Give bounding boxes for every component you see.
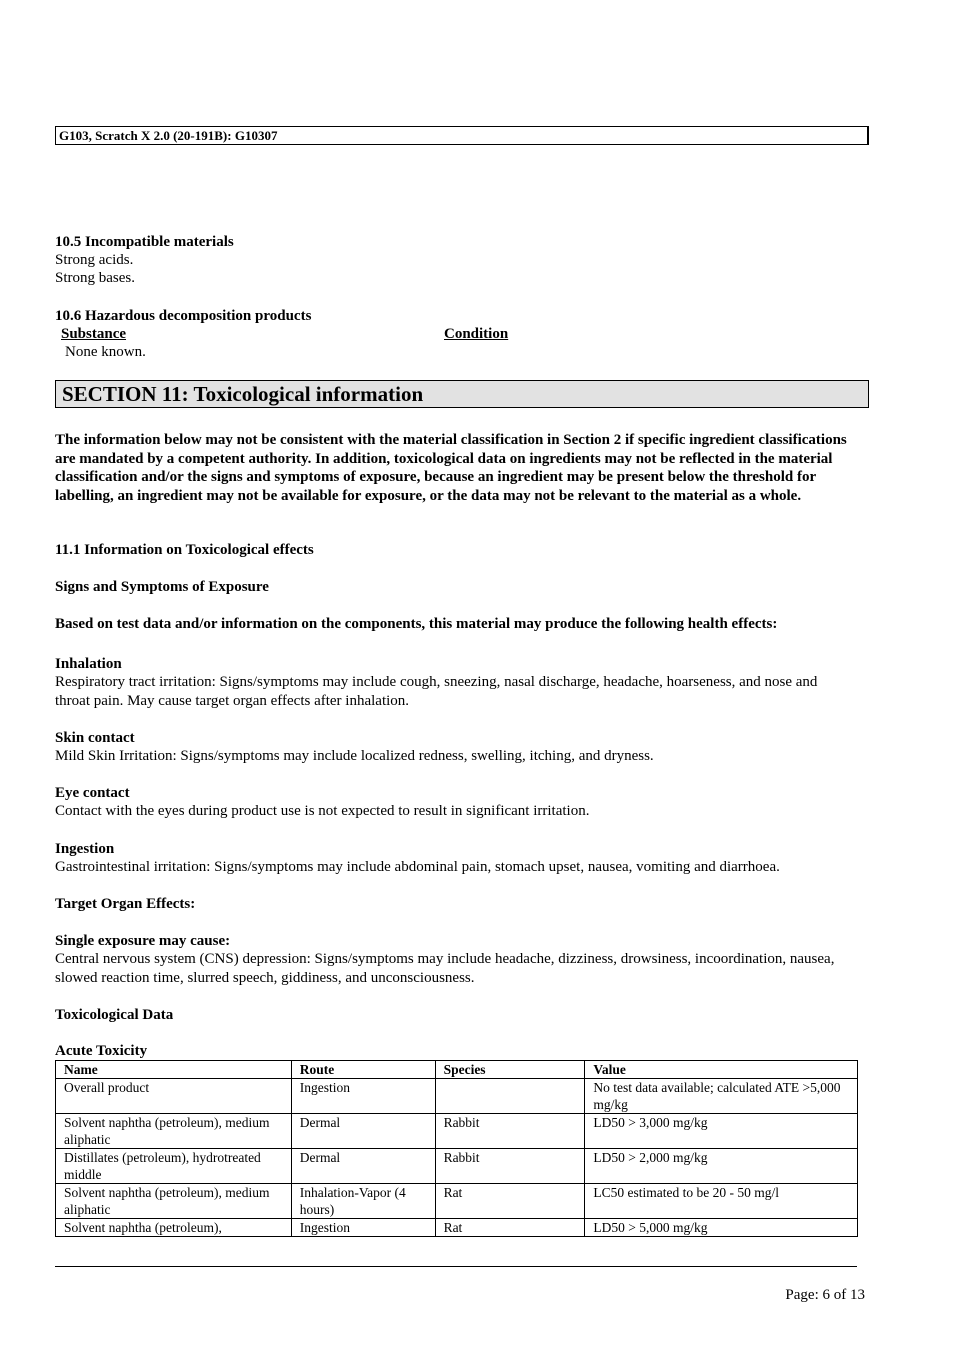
cell-name: Overall product <box>56 1079 292 1114</box>
table-row <box>56 1219 858 1237</box>
subsection-11-1-title: 11.1 Information on Toxicological effects <box>55 542 314 558</box>
acute-toxicity-table <box>55 1060 858 1237</box>
section-10-5-title: 10.5 Incompatible materials <box>55 234 234 250</box>
skin-contact-title: Skin contact <box>55 730 135 746</box>
section-11-heading: SECTION 11: Toxicological information <box>55 380 869 408</box>
section-10-6-title: 10.6 Hazardous decomposition products <box>55 308 312 324</box>
ingestion-text: Gastrointestinal irritation: Signs/symptoms may include abdominal pain, stomach upset, nausea, vomiting and diarrhoea. <box>55 859 780 875</box>
inhalation-title: Inhalation <box>55 656 122 672</box>
incompatible-item: Strong acids. <box>55 252 134 268</box>
table-row <box>56 1149 858 1184</box>
eye-contact-text: Contact with the eyes during product use is not expected to result in significant irritation. <box>55 803 590 819</box>
cell-route: Dermal <box>291 1114 435 1149</box>
cell-species: Rabbit <box>435 1114 585 1149</box>
cell-route: Inhalation-Vapor (4 hours) <box>291 1184 435 1219</box>
decomposition-value: None known. <box>65 344 146 360</box>
single-exposure-text: Central nervous system (CNS) depression: Signs/symptoms may include headache, dizziness, drowsiness, incoordination, nausea, slowed reaction time, slurred speech, giddiness, and unconsciousness. <box>55 951 835 986</box>
target-organ-heading: Target Organ Effects: <box>55 896 196 912</box>
page-number: Page: 6 of 13 <box>785 1287 865 1303</box>
incompatible-item: Strong bases. <box>55 270 135 286</box>
document-header: G103, Scratch X 2.0 (20-191B): G10307 <box>55 126 869 145</box>
cell-value: LD50 > 2,000 mg/kg <box>585 1149 858 1184</box>
column-header-route: Route <box>291 1061 435 1079</box>
cell-name: Distillates (petroleum), hydrotreated middle <box>56 1149 292 1184</box>
inhalation-text: Respiratory tract irritation: Signs/symptoms may include cough, sneezing, nasal discharge, headache, hoarseness, and nose and throat pain. May cause target organ effects after inhalation. <box>55 674 818 709</box>
cell-value: LD50 > 5,000 mg/kg <box>585 1219 858 1237</box>
eye-contact-title: Eye contact <box>55 785 130 801</box>
toxicological-data-heading: Toxicological Data <box>55 1007 174 1023</box>
column-header-name: Name <box>56 1061 292 1079</box>
cell-species: Rat <box>435 1184 585 1219</box>
acute-toxicity-heading: Acute Toxicity <box>55 1043 148 1059</box>
column-header-species: Species <box>435 1061 585 1079</box>
cell-value: LC50 estimated to be 20 - 50 mg/l <box>585 1184 858 1219</box>
table-row <box>56 1114 858 1149</box>
cell-value: No test data available; calculated ATE >5,000 mg/kg <box>585 1079 858 1114</box>
cell-name: Solvent naphtha (petroleum), medium aliphatic <box>56 1184 292 1219</box>
table-row <box>56 1184 858 1219</box>
condition-column-header: Condition <box>444 326 509 342</box>
footer-divider <box>55 1266 857 1267</box>
based-on-statement: Based on test data and/or information on the components, this material may produce the following health effects: <box>55 616 778 632</box>
cell-route: Ingestion <box>291 1079 435 1114</box>
cell-value: LD50 > 3,000 mg/kg <box>585 1114 858 1149</box>
ingestion-title: Ingestion <box>55 841 115 857</box>
skin-contact-text: Mild Skin Irritation: Signs/symptoms may include localized redness, swelling, itching, and dryness. <box>55 748 654 764</box>
column-header-value: Value <box>585 1061 858 1079</box>
substance-column-header: Substance <box>61 326 127 342</box>
table-row <box>56 1079 858 1114</box>
cell-name: Solvent naphtha (petroleum), medium aliphatic <box>56 1114 292 1149</box>
cell-species: Rat <box>435 1219 585 1237</box>
cell-route: Ingestion <box>291 1219 435 1237</box>
single-exposure-title: Single exposure may cause: <box>55 933 231 949</box>
table-header-row <box>56 1061 858 1079</box>
cell-route: Dermal <box>291 1149 435 1184</box>
signs-symptoms-heading: Signs and Symptoms of Exposure <box>55 579 269 595</box>
section-11-intro: The information below may not be consistent with the material classification in Section 2 if specific ingredient classifications are mandated by a competent authority. In addition, toxicological data on ingredients may not be reflected in the material classification and/or the signs and symptoms of exposure, because an ingredient may be present below the threshold for labelling, an ingredient may not be available for exposure, or the data may not be relevant to the material as a whole. <box>55 432 847 504</box>
cell-species: Rabbit <box>435 1149 585 1184</box>
cell-species <box>435 1079 585 1114</box>
cell-name: Solvent naphtha (petroleum), <box>56 1219 292 1237</box>
